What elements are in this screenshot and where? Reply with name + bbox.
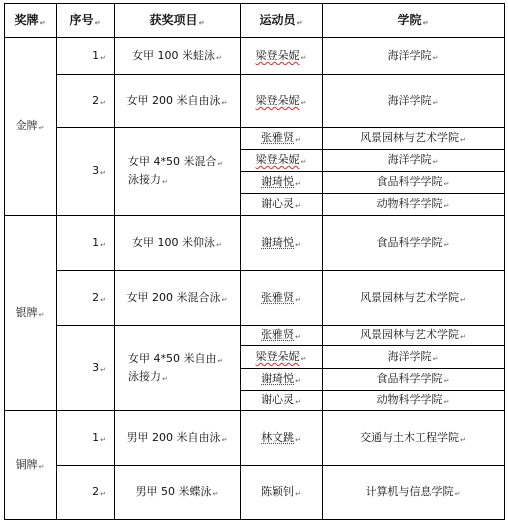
event-name-line2-text: 泳接力	[128, 370, 161, 383]
entry-number	[92, 236, 106, 252]
paragraph-mark: ↵	[443, 202, 450, 210]
athlete-row-border	[240, 390, 505, 391]
paragraph-mark: ↵	[295, 436, 301, 444]
column-border-1	[56, 3, 57, 520]
athlete-name	[256, 153, 307, 169]
event-name	[127, 431, 228, 447]
entry-number-text: 1	[92, 49, 100, 62]
entry-number-text: 2	[92, 291, 100, 304]
entry-row-border	[56, 325, 505, 326]
college-name-text: 风景园林与艺术学院	[360, 328, 460, 341]
paragraph-mark: ↵	[443, 241, 450, 249]
college-name-text: 食品科学学院	[376, 175, 443, 188]
entry-row-border	[56, 270, 505, 271]
event-name-line1	[128, 155, 223, 171]
college-name-text: 海洋学院	[387, 49, 432, 62]
event-name	[127, 94, 228, 110]
athlete-name	[261, 291, 301, 307]
event-name-line1-text: 女甲 4*50 米混合	[128, 155, 217, 168]
entry-row-border	[56, 127, 505, 128]
athlete-name	[261, 372, 301, 388]
event-name-line2	[128, 173, 168, 189]
athlete-name	[261, 175, 301, 191]
paragraph-mark: ↵	[432, 99, 439, 107]
athlete-row-border	[240, 345, 505, 346]
athlete-name-text: 梁登朵妮	[255, 350, 300, 363]
entry-number	[92, 485, 106, 501]
athlete-name	[261, 431, 301, 447]
entry-number	[92, 431, 106, 447]
paragraph-mark: ↵	[100, 241, 106, 249]
paragraph-mark: ↵	[100, 366, 106, 374]
athlete-name	[261, 485, 301, 501]
athlete-name-text: 林文跳	[261, 431, 295, 444]
event-name-text: 男甲 50 米蝶泳	[135, 485, 212, 498]
paragraph-mark: ↵	[94, 19, 101, 27]
column-header-3-text: 运动员	[259, 13, 296, 27]
event-name	[127, 291, 228, 307]
athlete-row-border	[240, 149, 505, 150]
event-name-text: 女甲 100 米蛙泳	[132, 49, 216, 62]
medal-label	[16, 458, 45, 474]
medal-label	[16, 306, 45, 322]
paragraph-mark: ↵	[295, 241, 301, 249]
college-name	[388, 153, 439, 169]
entry-number	[92, 49, 106, 65]
paragraph-mark: ↵	[460, 333, 466, 341]
column-header-2-text: 获奖项目	[149, 13, 198, 27]
entry-number	[92, 291, 106, 307]
medal-label-text: 银牌	[15, 306, 38, 319]
paragraph-mark: ↵	[295, 296, 301, 304]
event-name-line2	[128, 370, 168, 386]
event-name-line1-text: 女甲 4*50 米自由	[128, 352, 217, 365]
athlete-name-text: 谢心灵	[261, 393, 295, 406]
paragraph-mark: ↵	[198, 19, 205, 27]
entry-number-text: 1	[92, 236, 100, 249]
paragraph-mark: ↵	[443, 180, 450, 188]
event-name	[136, 485, 219, 501]
college-name	[388, 350, 439, 366]
paragraph-mark: ↵	[300, 54, 307, 62]
paragraph-mark: ↵	[295, 202, 301, 210]
column-border-5	[504, 3, 505, 520]
table-top-border	[4, 3, 505, 4]
athlete-name-text: 张雅贤	[261, 328, 295, 341]
college-name-text: 食品科学学院	[376, 372, 443, 385]
athlete-name-text: 张雅贤	[261, 131, 295, 144]
college-name-text: 海洋学院	[387, 94, 432, 107]
paragraph-mark: ↵	[39, 19, 46, 27]
paragraph-mark: ↵	[100, 99, 106, 107]
college-name	[377, 197, 450, 213]
column-header-2	[150, 13, 205, 30]
column-border-4	[322, 3, 323, 520]
paragraph-mark: ↵	[38, 124, 45, 132]
paragraph-mark: ↵	[460, 136, 466, 144]
college-name	[388, 94, 439, 110]
college-name-text: 风景园林与艺术学院	[360, 291, 460, 304]
athlete-name-text: 梁登朵妮	[255, 94, 300, 107]
college-name	[377, 175, 450, 191]
paragraph-mark: ↵	[162, 375, 168, 383]
event-name-line2-text: 泳接力	[128, 173, 161, 186]
entry-row-border	[56, 74, 505, 75]
entry-number-text: 3	[92, 361, 100, 374]
paragraph-mark: ↵	[217, 357, 224, 365]
college-name-text: 海洋学院	[387, 153, 432, 166]
paragraph-mark: ↵	[217, 160, 224, 168]
paragraph-mark: ↵	[162, 178, 168, 186]
entry-number-text: 3	[92, 164, 100, 177]
paragraph-mark: ↵	[432, 54, 439, 62]
college-name	[360, 431, 466, 447]
athlete-row-border	[240, 193, 505, 194]
column-header-1	[70, 13, 101, 30]
column-border-2	[114, 3, 115, 520]
paragraph-mark: ↵	[100, 296, 106, 304]
paragraph-mark: ↵	[295, 377, 301, 385]
entry-row-border	[56, 465, 505, 466]
paragraph-mark: ↵	[216, 54, 222, 62]
athlete-row-border	[240, 171, 505, 172]
paragraph-mark: ↵	[295, 333, 301, 341]
paragraph-mark: ↵	[100, 54, 106, 62]
college-name	[360, 291, 466, 307]
entry-number	[92, 361, 106, 377]
paragraph-mark: ↵	[212, 490, 219, 498]
paragraph-mark: ↵	[221, 296, 228, 304]
event-name-text: 女甲 200 米自由泳	[126, 94, 221, 107]
college-name	[377, 393, 450, 409]
paragraph-mark: ↵	[460, 436, 466, 444]
column-header-3	[260, 13, 303, 30]
college-name-text: 交通与土木工程学院	[360, 431, 460, 444]
column-border-3	[240, 3, 241, 520]
header-bottom-border	[4, 37, 505, 38]
event-name-text: 女甲 100 米仰泳	[132, 236, 216, 249]
athlete-name-text: 梁登朵妮	[255, 49, 300, 62]
paragraph-mark: ↵	[221, 436, 228, 444]
paragraph-mark: ↵	[443, 398, 450, 406]
entry-number-text: 2	[92, 94, 100, 107]
paragraph-mark: ↵	[300, 99, 307, 107]
athlete-name-text: 谢琦悦	[261, 236, 295, 249]
college-name	[377, 372, 450, 388]
medal-group-border	[4, 410, 505, 411]
athlete-name	[261, 328, 301, 344]
medal-group-border	[4, 215, 505, 216]
paragraph-mark: ↵	[100, 169, 106, 177]
paragraph-mark: ↵	[216, 241, 222, 249]
college-name	[366, 485, 461, 501]
table-bottom-border	[4, 519, 505, 520]
paragraph-mark: ↵	[300, 158, 307, 166]
athlete-name-text: 梁登朵妮	[255, 153, 300, 166]
athlete-name-text: 陈颖钊	[261, 485, 295, 498]
event-name-line1	[128, 352, 223, 368]
paragraph-mark: ↵	[422, 19, 429, 27]
athlete-name	[256, 94, 307, 110]
paragraph-mark: ↵	[100, 436, 106, 444]
paragraph-mark: ↵	[295, 136, 301, 144]
athlete-name	[261, 236, 301, 252]
paragraph-mark: ↵	[296, 19, 303, 27]
column-header-0-text: 奖牌	[14, 13, 39, 27]
athlete-name	[261, 197, 301, 213]
paragraph-mark: ↵	[432, 355, 439, 363]
college-name-text: 食品科学学院	[376, 236, 443, 249]
college-name	[360, 131, 466, 147]
medal-label-text: 铜牌	[15, 458, 38, 471]
college-name	[377, 236, 450, 252]
athlete-name	[261, 393, 301, 409]
athlete-name	[261, 131, 301, 147]
paragraph-mark: ↵	[295, 398, 301, 406]
paragraph-mark: ↵	[100, 490, 106, 498]
athlete-row-border	[240, 368, 505, 369]
column-header-1-text: 序号	[69, 13, 94, 27]
paragraph-mark: ↵	[295, 490, 301, 498]
entry-number	[92, 164, 106, 180]
college-name	[388, 49, 439, 65]
column-header-0	[15, 13, 46, 30]
athlete-name	[256, 350, 307, 366]
medal-label	[16, 119, 45, 135]
college-name-text: 风景园林与艺术学院	[360, 131, 460, 144]
entry-number-text: 2	[92, 485, 100, 498]
event-name-text: 女甲 200 米混合泳	[126, 291, 221, 304]
event-name	[132, 236, 222, 252]
paragraph-mark: ↵	[443, 377, 450, 385]
paragraph-mark: ↵	[38, 463, 45, 471]
college-name-text: 海洋学院	[387, 350, 432, 363]
paragraph-mark: ↵	[38, 311, 45, 319]
athlete-name-text: 谢琦悦	[261, 175, 295, 188]
paragraph-mark: ↵	[300, 355, 307, 363]
event-name-text: 男甲 200 米自由泳	[126, 431, 221, 444]
athlete-name-text: 张雅贤	[261, 291, 295, 304]
column-header-4	[398, 13, 429, 30]
paragraph-mark: ↵	[460, 296, 466, 304]
college-name-text: 计算机与信息学院	[365, 485, 454, 498]
paragraph-mark: ↵	[221, 99, 228, 107]
college-name	[360, 328, 466, 344]
event-name	[132, 49, 222, 65]
paragraph-mark: ↵	[295, 180, 301, 188]
column-border-0	[4, 3, 5, 520]
paragraph-mark: ↵	[432, 158, 439, 166]
column-header-4-text: 学院	[397, 13, 422, 27]
college-name-text: 动物科学学院	[376, 197, 443, 210]
paragraph-mark: ↵	[454, 490, 461, 498]
athlete-name	[256, 49, 307, 65]
medal-label-text: 金牌	[15, 119, 38, 132]
college-name-text: 动物科学学院	[376, 393, 443, 406]
entry-number-text: 1	[92, 431, 100, 444]
athlete-name-text: 谢琦悦	[261, 372, 295, 385]
entry-number	[92, 94, 106, 110]
athlete-name-text: 谢心灵	[261, 197, 295, 210]
